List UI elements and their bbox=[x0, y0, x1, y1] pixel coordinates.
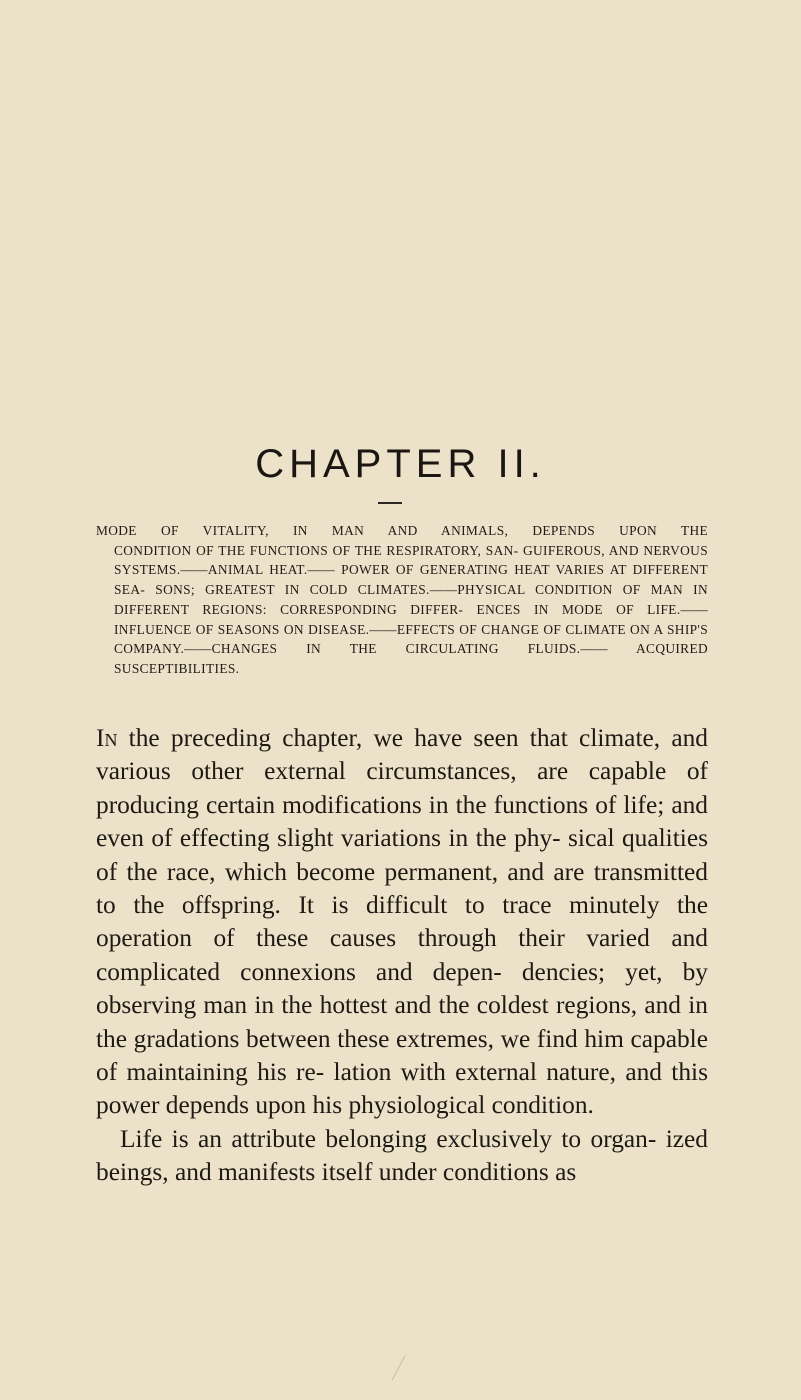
paragraph-2: Life is an attribute belonging exclusively to organ- ized beings, and manifests itself under conditions as bbox=[96, 1124, 708, 1187]
synopsis-rest: CONDITION OF THE FUNCTIONS OF THE RESPIRATORY, SAN- GUIFEROUS, AND NERVOUS SYSTEMS.——ANIMAL HEAT.—— POWER OF GENERATING HEAT VARIES AT DIFFERENT SEA- SONS; GREATEST IN COLD CLIMATES.——PHYSICAL CONDITION OF MAN IN DIFFERENT REGIONS: CORRESPONDING DIFFER- ENCES IN MODE OF LIFE.——INFLUENCE OF SEASONS ON DISEASE.——EFFECTS OF CHANGE OF CLIMATE ON A SHIP'S COMPANY.——CHANGES IN THE CIRCULATING FLUIDS.—— ACQUIRED SUSCEPTIBILITIES. bbox=[114, 542, 708, 676]
paragraph-1-text: the preceding chapter, we have seen that climate, and various other external circumstances, are capable of producing certain modifications in the functions of life; and even of effecting slight variations in the phy- sical qualities of the race, which become permanent, and are transmitted to the offspring. It is difficult to trace minutely the operation of these causes through their varied and complicated connexions and depen- dencies; yet, by observing man in the hottest and the coldest regions, and in the gradations between these extremes, we find him capable of maintaining his re- lation with external nature, and this power depends upon his physiological condition. bbox=[96, 724, 708, 1120]
paragraph-1-lead: In bbox=[96, 724, 118, 752]
heading-rule bbox=[378, 502, 402, 504]
paragraph-1 bbox=[96, 722, 708, 1123]
synopsis-first-line: MODE OF VITALITY, IN MAN AND ANIMALS, DEPENDS UPON THE bbox=[96, 523, 708, 538]
chapter-synopsis bbox=[96, 521, 708, 679]
page-mark bbox=[391, 1355, 405, 1380]
chapter-heading: CHAPTER II. bbox=[255, 442, 546, 486]
body-text bbox=[96, 722, 708, 1190]
